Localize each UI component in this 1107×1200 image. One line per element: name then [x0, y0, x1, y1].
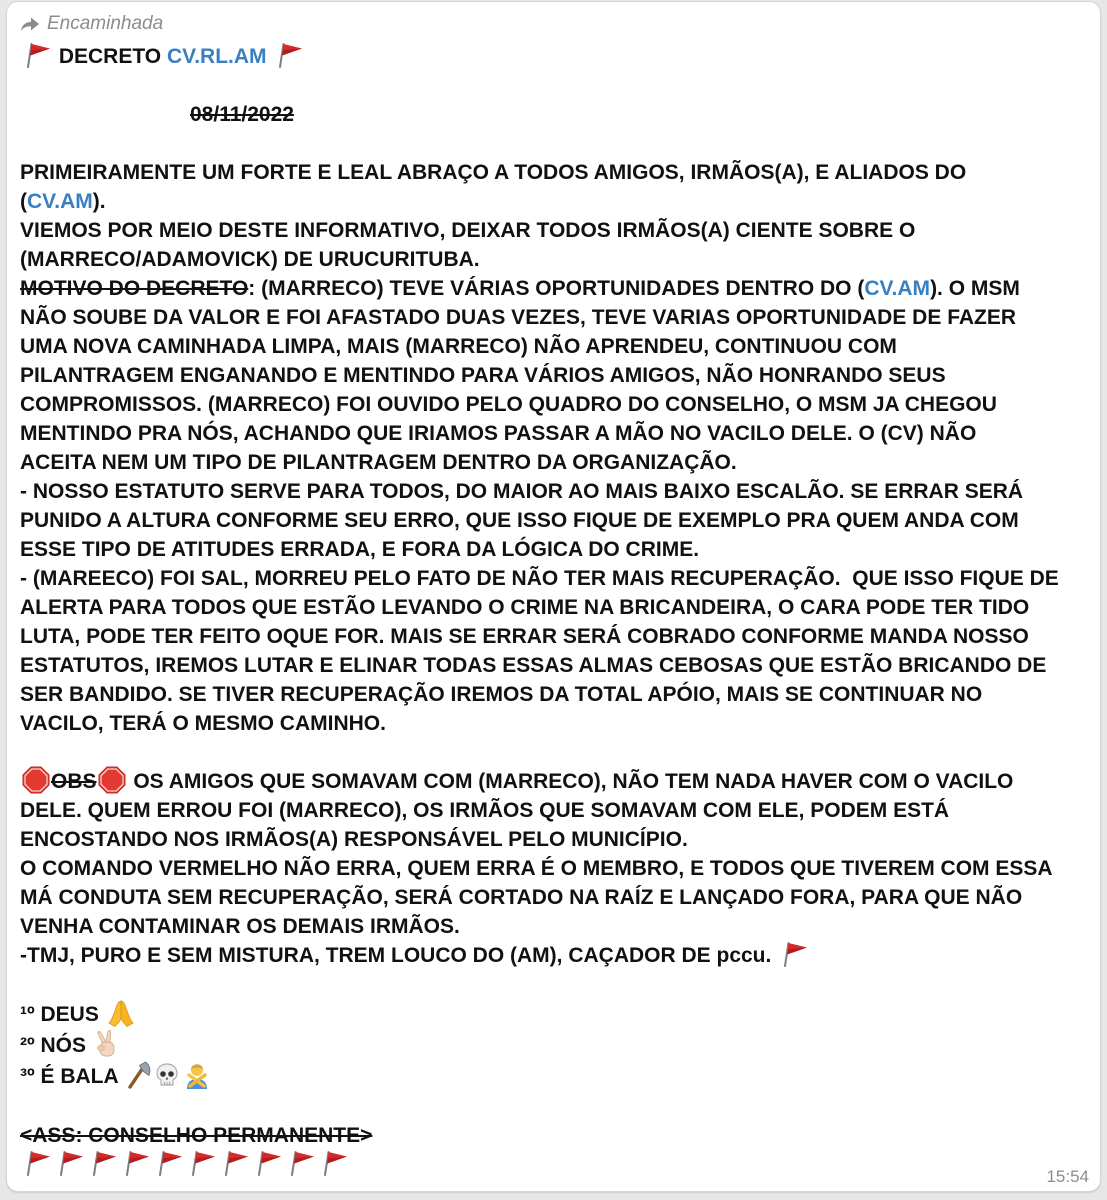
message-line	[20, 303, 1090, 332]
message-line	[20, 448, 1090, 477]
message-link[interactable]: CV.AM	[27, 190, 93, 213]
message-link[interactable]: CV.AM	[864, 277, 931, 300]
forwarded-indicator	[20, 12, 163, 36]
message-text: MÁ CONDUTA SEM RECUPERAÇÃO, SERÁ CORTADO NA RAÍZ E LANÇADO FORA, PARA QUE NÃO	[20, 886, 1023, 909]
red-flag-icon	[22, 1150, 52, 1176]
message-line	[20, 854, 1090, 883]
message-text: ³º É BALA	[20, 1065, 124, 1088]
message-bubble[interactable]	[6, 1, 1101, 1192]
forward-arrow-icon	[20, 16, 40, 32]
message-line	[20, 999, 1090, 1030]
axe-icon	[125, 1061, 151, 1089]
message-line	[20, 332, 1090, 361]
message-link[interactable]: CV.RL.AM	[166, 45, 267, 68]
red-flag-icon	[274, 42, 304, 68]
message-line	[20, 477, 1090, 506]
message-line	[20, 651, 1090, 680]
blank-line	[20, 738, 1090, 767]
message-text: MENTINDO PRA NÓS, ACHANDO QUE IRIAMOS PASSAR A MÃO NO VACILO DELE. O (CV) NÃO	[20, 422, 977, 445]
message-line	[20, 680, 1090, 709]
message-text: ). O MSM	[930, 277, 1020, 300]
message-line	[20, 825, 1090, 854]
red-flag-icon	[187, 1150, 217, 1176]
message-text: VACILO, TERÁ O MESMO CAMINHO.	[20, 712, 386, 735]
stop-sign-icon	[22, 766, 50, 794]
strikethrough-text: OBS	[51, 770, 97, 793]
message-text: : (MARRECO) TEVE VÁRIAS OPORTUNIDADES DENTRO DO (	[248, 277, 865, 300]
message-line	[20, 245, 1090, 274]
message-timestamp: 15:54	[1046, 1167, 1089, 1186]
message-line	[20, 1150, 1090, 1179]
message-text: NÃO SOUBE DA VALOR E FOI AFASTADO DUAS VEZES, TEVE VARIAS OPORTUNIDADE DE FAZER	[20, 306, 1017, 329]
message-text: - NOSSO ESTATUTO SERVE PARA TODOS, DO MAIOR AO MAIS BAIXO ESCALÃO. SE ERRAR SERÁ	[20, 480, 1024, 503]
message-text: VIEMOS POR MEIO DESTE INFORMATIVO, DEIXAR TODOS IRMÃOS(A) CIENTE SOBRE O	[20, 219, 916, 242]
message-text: (MARRECO/ADAMOVICK) DE URUCURITUBA.	[20, 248, 480, 271]
red-flag-icon	[220, 1150, 250, 1176]
red-flag-icon	[286, 1150, 316, 1176]
message-line	[20, 622, 1090, 651]
message-line	[20, 593, 1090, 622]
message-text: ENCOSTANDO NOS IRMÃOS(A) RESPONSÁVEL PELO MUNICÍPIO.	[20, 828, 688, 851]
message-line	[20, 767, 1090, 796]
skull-icon	[154, 1062, 180, 1088]
message-text: ESTATUTOS, IREMOS LUTAR E ELINAR TODAS ESSAS ALMAS CEBOSAS QUE ESTÃO BRICANDO DE	[20, 654, 1047, 677]
message-text: ²º NÓS	[20, 1034, 92, 1057]
stop-sign-icon	[98, 766, 126, 794]
message-line	[20, 216, 1090, 245]
message-text	[267, 45, 273, 68]
message-text: VENHA CONTAMINAR OS DEMAIS IRMÃOS.	[20, 915, 460, 938]
message-text: ).	[92, 190, 106, 213]
pray-icon	[106, 998, 136, 1028]
message-line	[20, 390, 1090, 419]
red-flag-icon	[253, 1150, 283, 1176]
red-flag-icon	[88, 1150, 118, 1176]
message-line	[20, 883, 1090, 912]
message-line	[20, 100, 1090, 129]
forwarded-label: Encaminhada	[47, 13, 164, 34]
message-text: DELE. QUEM ERROU FOI (MARRECO), OS IRMÃOS QUE SOMAVAM COM ELE, PODEM ESTÁ	[20, 799, 950, 822]
message-text: ¹º DEUS	[20, 1003, 105, 1026]
message-line	[20, 274, 1090, 303]
message-text: ACEITA NEM UM TIPO DE PILANTRAGEM DENTRO DA ORGANIZAÇÃO.	[20, 451, 737, 474]
message-line	[20, 535, 1090, 564]
red-flag-icon	[22, 42, 52, 68]
red-flag-icon	[55, 1150, 85, 1176]
message-text: UMA NOVA CAMINHADA LIMPA, MAIS (MARRECO) NÃO APRENDEU, CONTINUOU COM	[20, 335, 897, 358]
message-text: ALERTA PARA TODOS QUE ESTÃO LEVANDO O CRIME NA BRICANDEIRA, O CARA PODE TER TIDO	[20, 596, 1030, 619]
blank-line	[20, 129, 1090, 158]
message-text: LUTA, PODE TER FEITO OQUE FOR. MAIS SE ERRAR SERÁ COBRADO CONFORME MANDA NOSSO	[20, 625, 1029, 648]
message-line	[20, 796, 1090, 825]
message-text: (	[20, 190, 27, 213]
message-text: COMPROMISSOS. (MARRECO) FOI OUVIDO PELO QUADRO DO CONSELHO, O MSM JA CHEGOU	[20, 393, 997, 416]
blank-line	[20, 71, 1090, 100]
message-line	[20, 419, 1090, 448]
message-text: - (MAREECO) FOI SAL, MORREU PELO FATO DE NÃO TER MAIS RECUPERAÇÃO. QUE ISSO FIQUE DE	[20, 567, 1059, 590]
message-line	[20, 1030, 1090, 1061]
message-body	[20, 42, 1090, 1179]
message-text: O COMANDO VERMELHO NÃO ERRA, QUEM ERRA É O MEMBRO, E TODOS QUE TIVEREM COM ESSA	[20, 857, 1053, 880]
message-line	[20, 941, 1090, 970]
message-line	[20, 1121, 1090, 1150]
message-line	[20, 42, 1090, 71]
message-line	[20, 361, 1090, 390]
message-line	[20, 187, 1090, 216]
message-text: ESSE TIPO DE ATITUDES ERRADA, E FORA DA LÓGICA DO CRIME.	[20, 538, 700, 561]
red-flag-icon	[779, 941, 809, 967]
message-text: SER BANDIDO. SE TIVER RECUPERAÇÃO IREMOS DA TOTAL APÓIO, MAIS SE CONTINUAR NO	[20, 683, 983, 706]
blank-line	[20, 970, 1090, 999]
message-line	[20, 709, 1090, 738]
message-line	[20, 158, 1090, 187]
message-text: -TMJ, PURO E SEM MISTURA, TREM LOUCO DO (AM), CAÇADOR DE pccu.	[20, 944, 778, 967]
strikethrough-text: 08/11/2022	[190, 103, 294, 126]
red-flag-icon	[121, 1150, 151, 1176]
strikethrough-text: <ASS: CONSELHO PERMANENTE>	[20, 1124, 373, 1147]
red-flag-icon	[154, 1150, 184, 1176]
message-text: PILANTRAGEM ENGANANDO E MENTINDO PARA VÁRIOS AMIGOS, NÃO HONRANDO SEUS	[20, 364, 946, 387]
victory-hand-icon	[93, 1029, 119, 1059]
strikethrough-text: MOTIVO DO DECRETO	[20, 277, 249, 300]
blank-line	[20, 1092, 1090, 1121]
message-line	[20, 912, 1090, 941]
red-flag-icon	[319, 1150, 349, 1176]
message-text: PRIMEIRAMENTE UM FORTE E LEAL ABRAÇO A TODOS AMIGOS, IRMÃOS(A), E ALIADOS DO	[20, 161, 967, 184]
message-text: OS AMIGOS QUE SOMAVAM COM (MARRECO), NÃO TEM NADA HAVER COM O VACILO	[127, 770, 1014, 793]
message-line	[20, 1061, 1090, 1092]
person-gesturing-no-icon	[183, 1061, 211, 1089]
message-text: DECRETO	[53, 45, 167, 68]
message-line	[20, 564, 1090, 593]
message-text: PUNIDO A ALTURA CONFORME SEU ERRO, QUE ISSO FIQUE DE EXEMPLO PRA QUEM ANDA COM	[20, 509, 1019, 532]
message-line	[20, 506, 1090, 535]
